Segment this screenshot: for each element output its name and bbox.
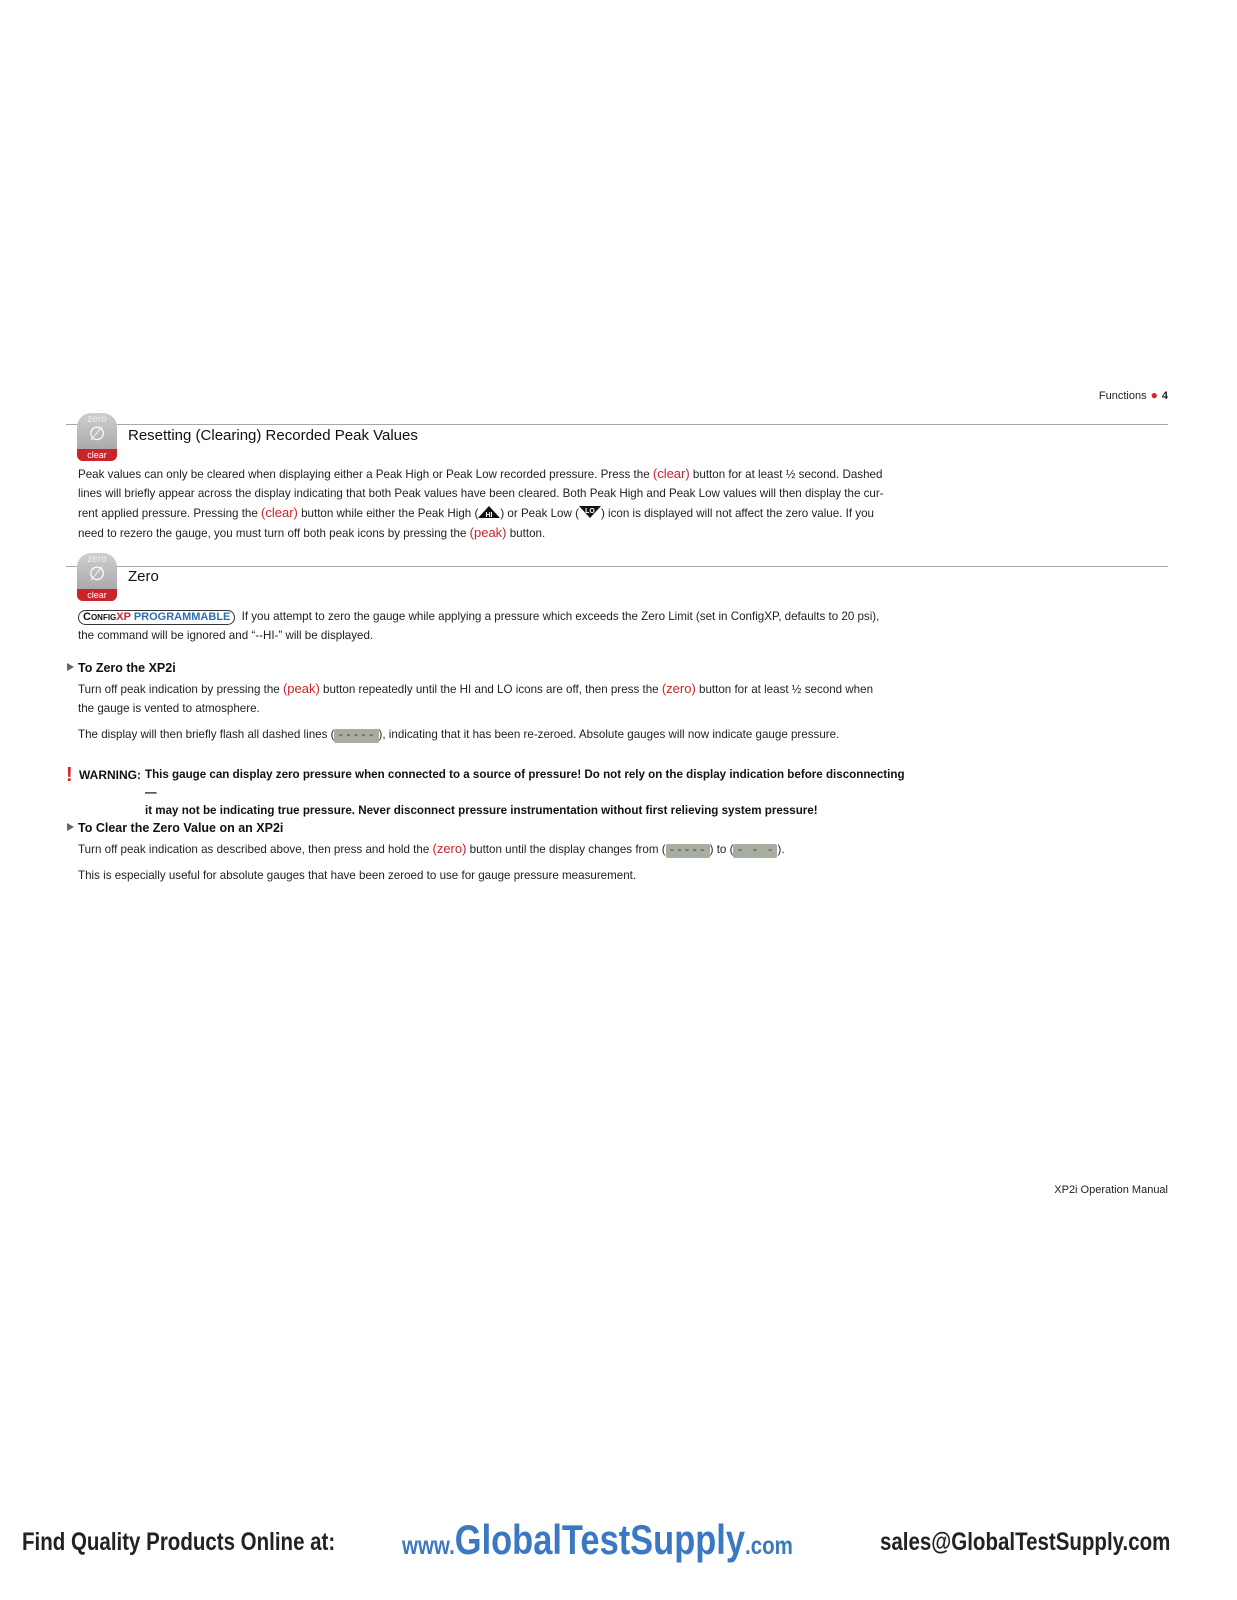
peak-button-ref: (peak) [282, 681, 320, 696]
lcd-dashes-display: ----- [666, 844, 710, 858]
section-paragraph [78, 607, 888, 645]
null-symbol-icon: ∅ [88, 564, 106, 585]
subsection-heading: To Clear the Zero Value on an XP2i [67, 821, 283, 835]
paragraph-line: the gauge is vented to atmosphere. [78, 702, 260, 715]
zero-clear-button-icon [77, 553, 117, 601]
paragraph-line: the command will be ignored and “--HI-” will be displayed. [78, 629, 374, 642]
section-divider [66, 424, 1168, 425]
subsection-paragraph [78, 679, 888, 718]
icon-label-zero: zero [87, 414, 107, 425]
section-name: Functions [1098, 390, 1147, 402]
subsection-heading: To Zero the XP2i [67, 661, 176, 675]
bullet-icon: ● [1150, 388, 1158, 402]
svg-text:LO: LO [585, 508, 595, 515]
lcd-cleared-display: - - - [733, 844, 777, 858]
warning-label: WARNING: [79, 768, 141, 782]
email-link[interactable]: sales@GlobalTestSupply.com [880, 1528, 1171, 1556]
website-link[interactable]: www.GlobalTestSupply.com [402, 1516, 793, 1563]
peak-low-icon [579, 506, 601, 518]
paragraph-line: ConfigXP PROGRAMMABLE If you attempt to zero the gauge while applying a pressure which exceeds the Zero Limit (set in ConfigXP, defaults to 20 psi), [78, 607, 888, 626]
paragraph-line: rent applied pressure. Pressing the (clear) button while either the Peak High ( HI ) or Peak Low ( LO ) icon is displayed will not affect the zero value. If you [78, 505, 874, 520]
svg-text:HI: HI [485, 512, 493, 518]
triangle-bullet-icon [67, 823, 74, 831]
peak-high-icon [478, 506, 500, 518]
paragraph-line: Turn off peak indication by pressing the (peak) button repeatedly until the HI and LO icons are off, then press the (zero) button for at least ½ second when [78, 681, 874, 696]
icon-label-zero: zero [87, 554, 107, 565]
paragraph-line: lines will briefly appear across the display indicating that both Peak values have been cleared. Both Peak High and Peak Low values will then display the cur- [78, 487, 884, 500]
paragraph-line: need to rezero the gauge, you must turn off both peak icons by pressing the (peak) button. [78, 525, 546, 540]
icon-label-clear: clear [77, 449, 117, 461]
page-header [1099, 388, 1168, 402]
subsection-paragraph: This is especially useful for absolute gauges that have been zeroed to use for gauge pressure measurement. [78, 869, 637, 882]
configxp-programmable-badge: ConfigXP PROGRAMMABLE [78, 610, 235, 625]
clear-button-ref: (clear) [652, 466, 690, 481]
warning-icon: ! [66, 764, 73, 786]
zero-clear-button-icon [77, 413, 117, 461]
paragraph-line: Peak values can only be cleared when displaying either a Peak High or Peak Low recorded pressure. Press the (clear) button for at least ½ second. Dashed [78, 466, 883, 481]
clear-button-ref: (clear) [261, 505, 298, 520]
subsection-paragraph: The display will then briefly flash all dashed lines ( ----- ), indicating that it has been re-zeroed. Absolute gauges will now indicate gauge pressure. [78, 728, 840, 742]
section-title: Resetting (Clearing) Recorded Peak Values [128, 427, 418, 444]
peak-button-ref: (peak) [469, 525, 507, 540]
section-paragraph [78, 464, 888, 543]
manual-title-footer: XP2i Operation Manual [1054, 1184, 1168, 1196]
section-title: Zero [128, 568, 159, 585]
section-divider [66, 566, 1168, 567]
page-number: 4 [1161, 390, 1168, 402]
zero-button-ref: (zero) [432, 841, 467, 856]
triangle-bullet-icon [67, 663, 74, 671]
null-symbol-icon: ∅ [88, 424, 106, 445]
zero-button-ref: (zero) [661, 681, 696, 696]
subsection-paragraph: Turn off peak indication as described above, then press and hold the (zero) button until the display changes from ( ----- ) to ( - - - ). [78, 841, 785, 857]
warning-text: This gauge can display zero pressure when connected to a source of pressure! Do not rely on the display indication before disconnecting— it may not be indicating true pressure. Never disconnect pressure instrumentation without first relieving system pressure! [145, 768, 905, 817]
icon-label-clear: clear [77, 589, 117, 601]
lcd-dashes-display: ----- [334, 729, 378, 743]
ad-tagline: Find Quality Products Online at: [22, 1528, 336, 1556]
